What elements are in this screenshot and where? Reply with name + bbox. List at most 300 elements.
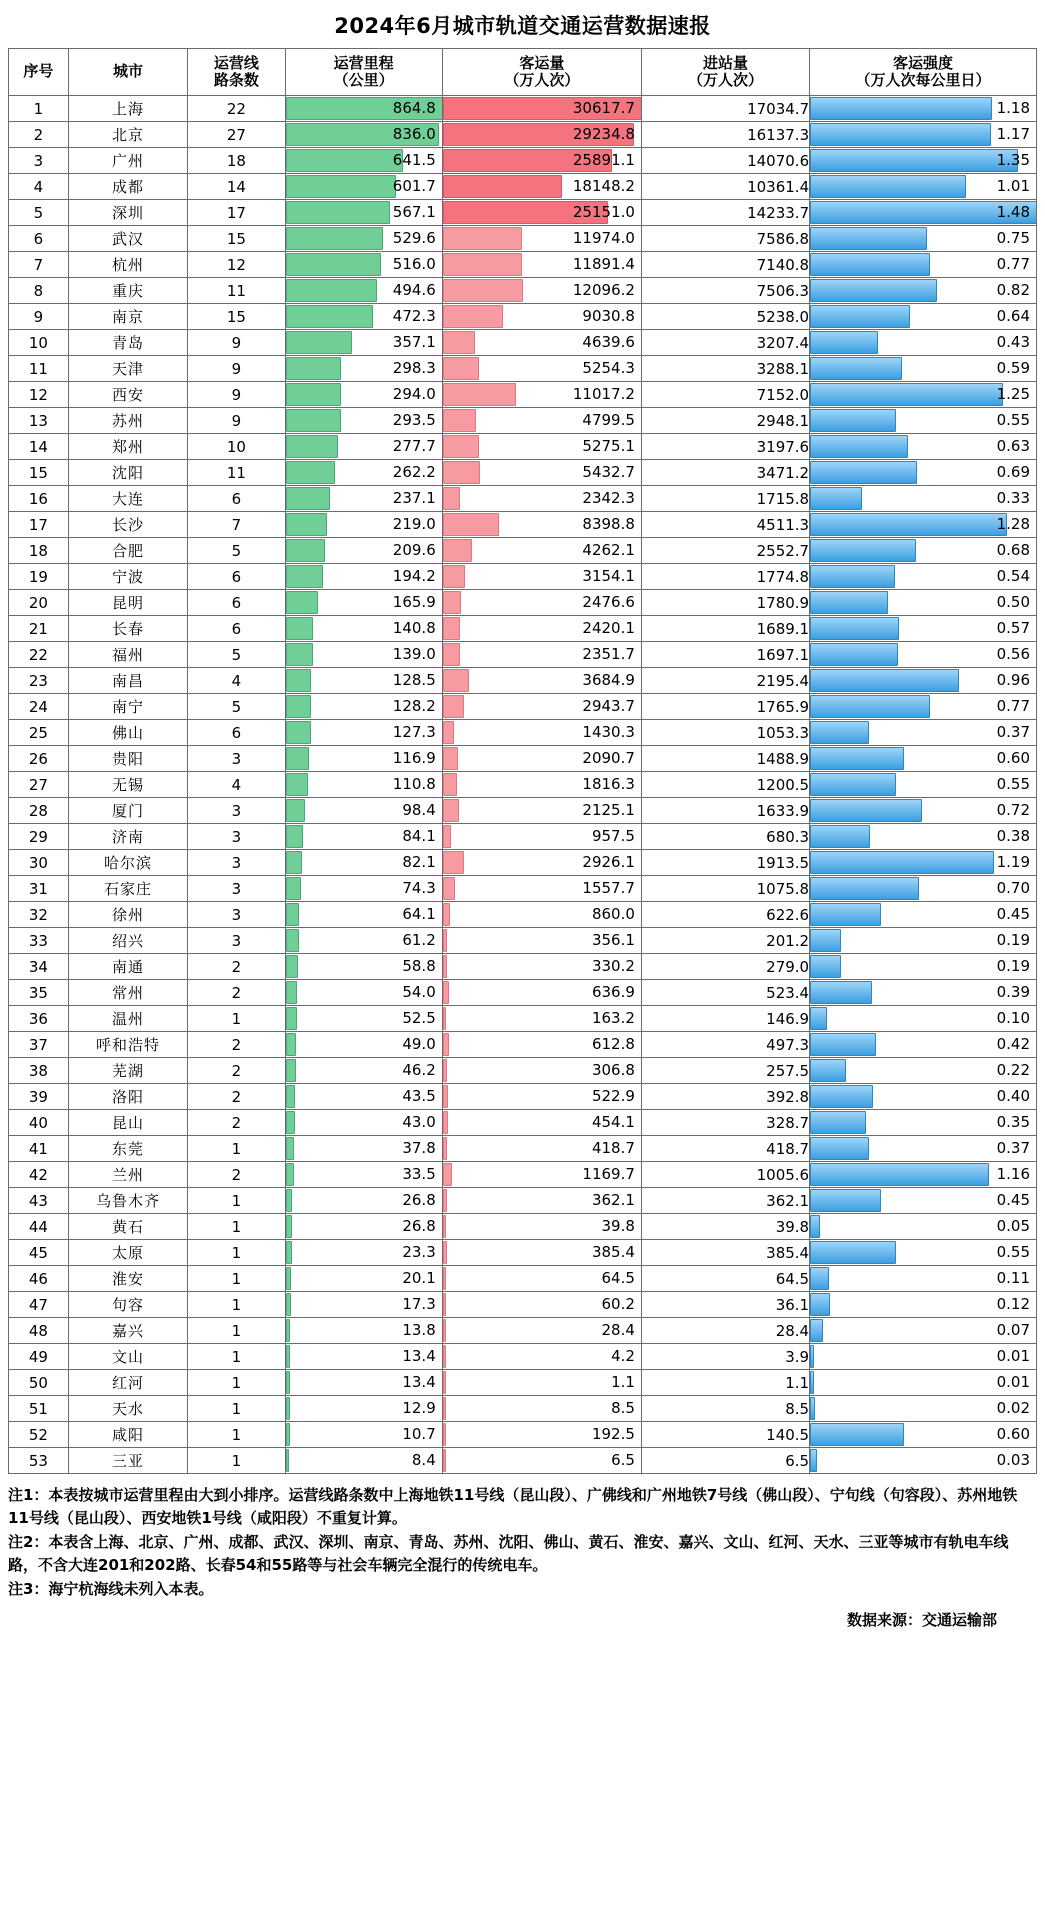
cell-city: 乌鲁木齐	[68, 1188, 188, 1214]
cell-passengers-value: 25891.1	[572, 151, 635, 169]
header-mileage-line2: （公里）	[333, 71, 394, 89]
cell-intensity	[810, 382, 1037, 408]
cell-intensity	[810, 96, 1037, 122]
cell-intensity-value: 0.50	[996, 593, 1030, 611]
cell-mileage-value: 516.0	[392, 255, 436, 273]
cell-passengers	[442, 590, 641, 616]
cell-intensity-value: 0.05	[996, 1217, 1030, 1235]
cell-lines: 1	[188, 1344, 285, 1370]
cell-intensity	[810, 928, 1037, 954]
cell-index: 51	[9, 1396, 69, 1422]
cell-passengers	[442, 434, 641, 460]
cell-intensity-value: 0.03	[996, 1451, 1030, 1469]
cell-index: 43	[9, 1188, 69, 1214]
cell-passengers	[442, 96, 641, 122]
cell-city: 徐州	[68, 902, 188, 928]
cell-entries: 28.4	[641, 1318, 809, 1344]
cell-passengers-value: 8398.8	[582, 515, 635, 533]
cell-index: 27	[9, 772, 69, 798]
cell-passengers-value: 60.2	[601, 1295, 635, 1313]
cell-entries: 14070.6	[641, 148, 809, 174]
cell-city: 武汉	[68, 226, 188, 252]
table-row	[9, 902, 1037, 928]
cell-passengers	[442, 668, 641, 694]
cell-lines: 17	[188, 200, 285, 226]
cell-lines: 2	[188, 954, 285, 980]
cell-lines: 3	[188, 876, 285, 902]
table-row	[9, 382, 1037, 408]
header-mileage	[285, 49, 442, 96]
table-row	[9, 1240, 1037, 1266]
cell-index: 30	[9, 850, 69, 876]
cell-passengers	[442, 824, 641, 850]
cell-intensity-value: 0.37	[996, 723, 1030, 741]
cell-passengers-value: 29234.8	[572, 125, 635, 143]
cell-lines: 9	[188, 408, 285, 434]
cell-passengers	[442, 1422, 641, 1448]
table-row	[9, 486, 1037, 512]
cell-intensity-value: 0.77	[996, 697, 1030, 715]
cell-lines: 6	[188, 590, 285, 616]
cell-intensity	[810, 1084, 1037, 1110]
cell-mileage	[285, 330, 442, 356]
header-index: 序号	[9, 49, 69, 96]
cell-intensity	[810, 408, 1037, 434]
cell-city: 太原	[68, 1240, 188, 1266]
cell-lines: 1	[188, 1448, 285, 1474]
cell-passengers	[442, 486, 641, 512]
notes-block	[8, 1484, 1037, 1601]
cell-entries: 1005.6	[641, 1162, 809, 1188]
cell-entries: 1780.9	[641, 590, 809, 616]
cell-intensity	[810, 564, 1037, 590]
cell-intensity	[810, 330, 1037, 356]
cell-mileage	[285, 1136, 442, 1162]
cell-lines: 12	[188, 252, 285, 278]
cell-passengers-value: 2943.7	[582, 697, 635, 715]
cell-index: 13	[9, 408, 69, 434]
cell-passengers-value: 5275.1	[582, 437, 635, 455]
cell-passengers	[442, 1370, 641, 1396]
cell-city: 南通	[68, 954, 188, 980]
header-intensity	[810, 49, 1037, 96]
header-passengers	[442, 49, 641, 96]
table-row	[9, 590, 1037, 616]
cell-index: 23	[9, 668, 69, 694]
cell-mileage	[285, 1058, 442, 1084]
cell-lines: 15	[188, 304, 285, 330]
cell-passengers	[442, 408, 641, 434]
cell-intensity-value: 0.37	[996, 1139, 1030, 1157]
cell-city: 宁波	[68, 564, 188, 590]
cell-passengers	[442, 356, 641, 382]
cell-passengers	[442, 1136, 641, 1162]
cell-passengers-value: 4799.5	[582, 411, 635, 429]
data-source: 数据来源：交通运输部	[846, 1610, 997, 1629]
cell-mileage-value: 237.1	[392, 489, 436, 507]
cell-passengers	[442, 1188, 641, 1214]
table-row	[9, 1318, 1037, 1344]
cell-mileage	[285, 1032, 442, 1058]
cell-index: 41	[9, 1136, 69, 1162]
cell-mileage	[285, 824, 442, 850]
cell-mileage	[285, 252, 442, 278]
table-row	[9, 694, 1037, 720]
cell-mileage-value: 43.5	[402, 1087, 436, 1105]
cell-passengers-value: 12096.2	[572, 281, 635, 299]
cell-intensity-value: 0.45	[996, 1191, 1030, 1209]
cell-mileage-value: 64.1	[402, 905, 436, 923]
cell-intensity-value: 0.55	[996, 1243, 1030, 1261]
cell-passengers-value: 385.4	[591, 1243, 635, 1261]
cell-passengers-value: 11017.2	[572, 385, 635, 403]
cell-lines: 3	[188, 746, 285, 772]
cell-city: 东莞	[68, 1136, 188, 1162]
table-row	[9, 824, 1037, 850]
cell-intensity-value: 1.01	[996, 177, 1030, 195]
cell-index: 17	[9, 512, 69, 538]
header-lines-line1: 运营线	[213, 53, 259, 72]
cell-lines: 6	[188, 486, 285, 512]
cell-intensity-value: 0.02	[996, 1399, 1030, 1417]
cell-lines: 6	[188, 564, 285, 590]
cell-passengers-value: 192.5	[591, 1425, 635, 1443]
cell-city: 呼和浩特	[68, 1032, 188, 1058]
cell-mileage	[285, 850, 442, 876]
table-row	[9, 330, 1037, 356]
cell-lines: 3	[188, 798, 285, 824]
table-row	[9, 304, 1037, 330]
cell-entries: 3197.6	[641, 434, 809, 460]
cell-entries: 17034.7	[641, 96, 809, 122]
cell-passengers-value: 4639.6	[582, 333, 635, 351]
cell-entries: 1053.3	[641, 720, 809, 746]
cell-passengers-value: 454.1	[591, 1113, 635, 1131]
cell-lines: 6	[188, 616, 285, 642]
header-intensity-line2: （万人次每公里日）	[855, 71, 991, 89]
table-row	[9, 252, 1037, 278]
cell-index: 5	[9, 200, 69, 226]
cell-index: 10	[9, 330, 69, 356]
cell-intensity-value: 1.28	[996, 515, 1030, 533]
cell-entries: 1633.9	[641, 798, 809, 824]
cell-passengers	[442, 382, 641, 408]
cell-mileage	[285, 980, 442, 1006]
cell-entries: 6.5	[641, 1448, 809, 1474]
cell-passengers-value: 4.2	[611, 1347, 635, 1365]
cell-intensity-value: 0.45	[996, 905, 1030, 923]
cell-entries: 8.5	[641, 1396, 809, 1422]
table-row	[9, 850, 1037, 876]
cell-index: 21	[9, 616, 69, 642]
cell-mileage-value: 82.1	[402, 853, 436, 871]
cell-lines: 2	[188, 1162, 285, 1188]
cell-city: 北京	[68, 122, 188, 148]
cell-city: 天水	[68, 1396, 188, 1422]
cell-entries: 7152.0	[641, 382, 809, 408]
cell-mileage-value: 12.9	[402, 1399, 436, 1417]
cell-city: 天津	[68, 356, 188, 382]
cell-passengers	[442, 746, 641, 772]
cell-index: 38	[9, 1058, 69, 1084]
cell-intensity-value: 0.75	[996, 229, 1030, 247]
cell-mileage-value: 140.8	[392, 619, 436, 637]
cell-lines: 3	[188, 928, 285, 954]
cell-city: 句容	[68, 1292, 188, 1318]
cell-city: 黄石	[68, 1214, 188, 1240]
cell-mileage-value: 98.4	[402, 801, 436, 819]
cell-intensity-value: 0.96	[996, 671, 1030, 689]
cell-city: 济南	[68, 824, 188, 850]
cell-mileage	[285, 928, 442, 954]
cell-intensity	[810, 1396, 1037, 1422]
table-row	[9, 954, 1037, 980]
cell-mileage-value: 567.1	[392, 203, 436, 221]
cell-passengers	[442, 564, 641, 590]
cell-intensity-value: 1.25	[996, 385, 1030, 403]
cell-mileage-value: 298.3	[392, 359, 436, 377]
cell-mileage	[285, 694, 442, 720]
cell-city: 贵阳	[68, 746, 188, 772]
table-row	[9, 1032, 1037, 1058]
cell-entries: 1075.8	[641, 876, 809, 902]
cell-passengers-value: 2476.6	[582, 593, 635, 611]
cell-passengers-value: 5432.7	[582, 463, 635, 481]
cell-passengers	[442, 1344, 641, 1370]
cell-passengers	[442, 1162, 641, 1188]
cell-passengers	[442, 304, 641, 330]
cell-passengers-value: 2926.1	[582, 853, 635, 871]
cell-entries: 64.5	[641, 1266, 809, 1292]
cell-mileage	[285, 460, 442, 486]
cell-mileage-value: 23.3	[402, 1243, 436, 1261]
cell-intensity	[810, 538, 1037, 564]
cell-passengers-value: 418.7	[591, 1139, 635, 1157]
cell-passengers	[442, 1084, 641, 1110]
cell-passengers-value: 5254.3	[582, 359, 635, 377]
cell-intensity	[810, 694, 1037, 720]
cell-mileage-value: 43.0	[402, 1113, 436, 1131]
cell-intensity-value: 0.56	[996, 645, 1030, 663]
header-passengers-line1: 客运量	[519, 53, 565, 72]
cell-entries: 39.8	[641, 1214, 809, 1240]
cell-passengers-value: 2125.1	[582, 801, 635, 819]
cell-mileage	[285, 1110, 442, 1136]
cell-entries: 5238.0	[641, 304, 809, 330]
cell-index: 29	[9, 824, 69, 850]
cell-mileage-value: 494.6	[392, 281, 436, 299]
cell-intensity-value: 1.19	[996, 853, 1030, 871]
cell-city: 文山	[68, 1344, 188, 1370]
cell-passengers	[442, 1266, 641, 1292]
cell-entries: 3.9	[641, 1344, 809, 1370]
cell-passengers	[442, 460, 641, 486]
cell-mileage	[285, 1344, 442, 1370]
cell-mileage	[285, 382, 442, 408]
header-city: 城市	[68, 49, 188, 96]
cell-city: 石家庄	[68, 876, 188, 902]
cell-mileage-value: 13.4	[402, 1373, 436, 1391]
cell-lines: 1	[188, 1214, 285, 1240]
cell-city: 洛阳	[68, 1084, 188, 1110]
cell-passengers-value: 18148.2	[572, 177, 635, 195]
table-row	[9, 1292, 1037, 1318]
cell-passengers	[442, 122, 641, 148]
cell-mileage	[285, 278, 442, 304]
header-lines-line2: 路条数	[213, 71, 259, 89]
cell-intensity	[810, 174, 1037, 200]
cell-index: 50	[9, 1370, 69, 1396]
cell-passengers-value: 28.4	[601, 1321, 635, 1339]
cell-mileage	[285, 1448, 442, 1474]
cell-intensity	[810, 1136, 1037, 1162]
cell-lines: 2	[188, 1032, 285, 1058]
cell-index: 4	[9, 174, 69, 200]
cell-passengers	[442, 1240, 641, 1266]
cell-city: 常州	[68, 980, 188, 1006]
cell-city: 南京	[68, 304, 188, 330]
cell-passengers-value: 356.1	[591, 931, 635, 949]
cell-passengers-value: 2420.1	[582, 619, 635, 637]
cell-lines: 2	[188, 1110, 285, 1136]
cell-index: 3	[9, 148, 69, 174]
cell-mileage-value: 277.7	[392, 437, 436, 455]
cell-lines: 9	[188, 330, 285, 356]
cell-entries: 392.8	[641, 1084, 809, 1110]
cell-city: 苏州	[68, 408, 188, 434]
cell-mileage	[285, 486, 442, 512]
cell-intensity	[810, 304, 1037, 330]
cell-lines: 1	[188, 1396, 285, 1422]
cell-intensity	[810, 1058, 1037, 1084]
cell-city: 昆明	[68, 590, 188, 616]
cell-passengers-value: 1.1	[611, 1373, 635, 1391]
cell-mileage-value: 262.2	[392, 463, 436, 481]
cell-mileage-value: 20.1	[402, 1269, 436, 1287]
cell-intensity	[810, 1110, 1037, 1136]
table-row	[9, 1266, 1037, 1292]
cell-mileage-value: 13.8	[402, 1321, 436, 1339]
cell-mileage	[285, 512, 442, 538]
cell-passengers	[442, 278, 641, 304]
cell-entries: 2552.7	[641, 538, 809, 564]
cell-index: 48	[9, 1318, 69, 1344]
header-intensity-line1: 客运强度	[893, 53, 954, 72]
cell-intensity	[810, 1162, 1037, 1188]
cell-index: 18	[9, 538, 69, 564]
cell-intensity	[810, 668, 1037, 694]
cell-mileage	[285, 1422, 442, 1448]
cell-intensity-value: 1.48	[996, 203, 1030, 221]
cell-entries: 201.2	[641, 928, 809, 954]
cell-intensity-value: 0.55	[996, 411, 1030, 429]
cell-lines: 22	[188, 96, 285, 122]
cell-passengers	[442, 980, 641, 1006]
cell-passengers-value: 3684.9	[582, 671, 635, 689]
cell-intensity	[810, 148, 1037, 174]
cell-intensity	[810, 356, 1037, 382]
table-row	[9, 1214, 1037, 1240]
cell-passengers	[442, 772, 641, 798]
table-row	[9, 1396, 1037, 1422]
cell-city: 温州	[68, 1006, 188, 1032]
table-row	[9, 1188, 1037, 1214]
cell-index: 39	[9, 1084, 69, 1110]
table-row	[9, 96, 1037, 122]
table-row	[9, 928, 1037, 954]
cell-mileage-value: 864.8	[392, 99, 436, 117]
header-lines	[188, 49, 285, 96]
cell-index: 36	[9, 1006, 69, 1032]
table-row	[9, 746, 1037, 772]
cell-entries: 10361.4	[641, 174, 809, 200]
cell-mileage	[285, 616, 442, 642]
cell-intensity-value: 0.19	[996, 931, 1030, 949]
cell-passengers-value: 30617.7	[572, 99, 635, 117]
cell-lines: 5	[188, 694, 285, 720]
cell-passengers-value: 6.5	[611, 1451, 635, 1469]
cell-passengers	[442, 252, 641, 278]
cell-index: 52	[9, 1422, 69, 1448]
cell-mileage-value: 110.8	[392, 775, 436, 793]
table-row	[9, 1084, 1037, 1110]
cell-city: 长春	[68, 616, 188, 642]
cell-mileage	[285, 668, 442, 694]
cell-passengers	[442, 330, 641, 356]
cell-mileage-value: 293.5	[392, 411, 436, 429]
cell-entries: 523.4	[641, 980, 809, 1006]
cell-mileage	[285, 148, 442, 174]
cell-intensity-value: 0.39	[996, 983, 1030, 1001]
cell-lines: 18	[188, 148, 285, 174]
cell-intensity	[810, 1032, 1037, 1058]
page-title: 2024年6月城市轨道交通运营数据速报	[334, 14, 711, 38]
cell-mileage	[285, 304, 442, 330]
cell-index: 2	[9, 122, 69, 148]
cell-passengers	[442, 876, 641, 902]
cell-intensity-value: 0.19	[996, 957, 1030, 975]
cell-passengers-value: 39.8	[601, 1217, 635, 1235]
cell-intensity	[810, 824, 1037, 850]
table-row	[9, 720, 1037, 746]
cell-passengers-value: 3154.1	[582, 567, 635, 585]
cell-mileage-value: 61.2	[402, 931, 436, 949]
cell-index: 7	[9, 252, 69, 278]
cell-lines: 1	[188, 1006, 285, 1032]
cell-city: 哈尔滨	[68, 850, 188, 876]
cell-intensity	[810, 980, 1037, 1006]
cell-mileage-value: 74.3	[402, 879, 436, 897]
cell-intensity	[810, 512, 1037, 538]
cell-index: 20	[9, 590, 69, 616]
cell-mileage-value: 26.8	[402, 1191, 436, 1209]
metro-data-table	[8, 48, 1037, 1474]
cell-city: 合肥	[68, 538, 188, 564]
cell-lines: 4	[188, 668, 285, 694]
cell-mileage-value: 472.3	[392, 307, 436, 325]
cell-intensity	[810, 434, 1037, 460]
cell-index: 11	[9, 356, 69, 382]
table-row	[9, 460, 1037, 486]
cell-passengers	[442, 226, 641, 252]
cell-passengers	[442, 512, 641, 538]
cell-entries: 680.3	[641, 824, 809, 850]
cell-index: 40	[9, 1110, 69, 1136]
cell-entries: 1488.9	[641, 746, 809, 772]
cell-intensity-value: 0.38	[996, 827, 1030, 845]
cell-intensity-value: 0.10	[996, 1009, 1030, 1027]
cell-intensity-value: 1.35	[996, 151, 1030, 169]
